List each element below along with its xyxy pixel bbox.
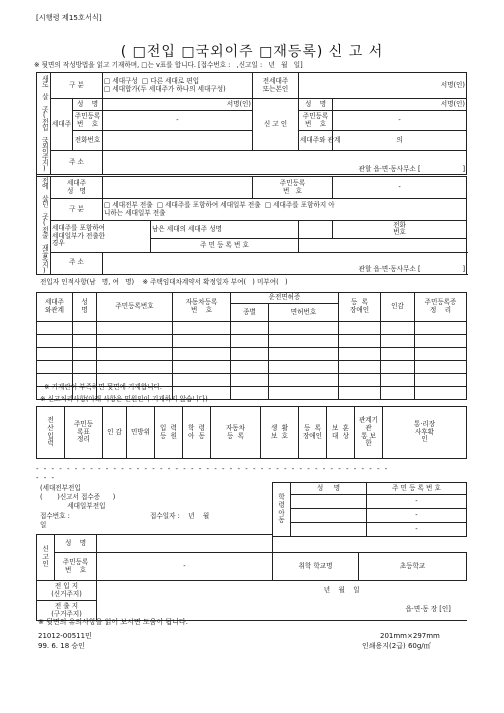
member-row[interactable] xyxy=(37,348,467,361)
school-age-table xyxy=(272,482,467,537)
member-row[interactable] xyxy=(37,361,467,374)
remaining-phone-label: 전화 번호 xyxy=(333,221,467,239)
school-name-label: 취학 학교명 xyxy=(273,553,359,581)
existing-head-sign[interactable]: 서명(인) xyxy=(299,73,467,99)
school-name-field[interactable]: 초등학교 xyxy=(359,553,467,581)
reporter-name-sign[interactable]: 서명(인) xyxy=(333,99,467,111)
remaining-rrn-field[interactable] xyxy=(299,238,467,252)
new-addr-label: 전 입 지 (신거주지) xyxy=(37,581,97,601)
proc-col-civil-defense: 민방위 xyxy=(127,407,155,459)
proc-col-school-age: 학 령 아 동 xyxy=(183,407,211,459)
receipt-table xyxy=(36,534,467,621)
proc-col-car: 자동차 등 록 xyxy=(211,407,261,459)
col-license-kind: 종별 xyxy=(231,304,269,322)
col-disabled: 등 록 장애인 xyxy=(339,293,381,322)
col-rrn: 주민등록번호 xyxy=(97,293,173,322)
relation-field[interactable]: 의 xyxy=(333,131,467,151)
old-rrn-label: 주민등록 번 호 xyxy=(253,177,333,199)
cut-line: - - - - - - - - - - - - - - - - - - - - - - - - - - - - - - - - - - - - - - - - - - - - - - xyxy=(36,465,389,473)
reporter-label: 신 고 인 xyxy=(253,99,299,151)
head-phone-field[interactable] xyxy=(103,131,253,151)
proc-col-computer: 전 산 입 력 xyxy=(37,407,65,459)
old-head-name-label: 세대주 성 명 xyxy=(51,177,103,199)
receipt-date: 접수일자 : 년 월 xyxy=(150,512,210,520)
reporter-name-label: 성 명 xyxy=(299,99,333,111)
col-seal: 인감 xyxy=(381,293,415,322)
proc-col-confirm: 통·리장 사후확 인 xyxy=(383,407,467,459)
old-rrn-field[interactable]: - xyxy=(333,177,467,199)
old-residence-label: 전에 살던 곳(전출 재등록지) xyxy=(37,177,51,275)
remaining-head-label: 남은 세대의 세대주 성명 xyxy=(151,221,299,239)
receipt-rrn-field[interactable]: - xyxy=(97,553,273,581)
proc-col-agency: 관계기 관 통 보 한 xyxy=(355,407,383,459)
existing-head-label: 전세대주 또는본인 xyxy=(253,73,299,99)
receipt-name-label: 성 명 xyxy=(55,535,97,553)
child-rrn-2[interactable]: - xyxy=(367,509,467,523)
paper-size: 201mm×297mm xyxy=(380,632,440,640)
instruction-note: ※ 뒷면의 작성방법을 읽고 기재하며, □는 v표를 합니다. [접수번호 : ,신고일 : 년 월 일] xyxy=(34,61,303,69)
new-residence-label: 새로 살 곳(전입 국외이주지) xyxy=(37,73,51,175)
child-rrn-1[interactable]: - xyxy=(367,495,467,509)
member-row[interactable] xyxy=(37,335,467,348)
paper-type: 인쇄용지(2급) 60g/㎡ xyxy=(362,642,431,650)
process-table xyxy=(36,406,467,459)
col-license-no: 면허번호 xyxy=(269,304,339,322)
col-cert: 주민등록증 정 리 xyxy=(415,293,467,322)
reporter-rrn-label: 주민등록 번 호 xyxy=(299,111,333,131)
process-title: ※ 신고처리사항(아래 사항은 민원인이 기재하지 않습니다) xyxy=(40,395,208,403)
school-name-col: 성 명 xyxy=(291,483,367,495)
member-row[interactable] xyxy=(37,322,467,335)
old-option-line-1[interactable]: □ 세대전부 전출 □ 세대주를 포함하여 세대일부 전출 □ 세대주를 포함하지 아 xyxy=(104,200,335,209)
approval-date: 99. 6. 18 승인 xyxy=(38,642,85,650)
proc-col-seal: 인 감 xyxy=(103,407,127,459)
new-address-label: 주 소 xyxy=(51,151,103,175)
new-option-1[interactable]: □ 세대구성 □ 다른 세대로 편입 xyxy=(104,76,200,85)
page-title: ( □전입 □국외이주 □재등록) 신 고 서 xyxy=(120,44,384,60)
reporter-rrn-field[interactable]: - xyxy=(333,111,467,131)
receipt-ymd: 년 월 일 xyxy=(323,585,360,594)
old-gubun-label: 구 분 xyxy=(51,199,103,221)
child-name-2[interactable] xyxy=(291,509,367,523)
head-name-label: 성 명 xyxy=(73,99,103,111)
footer-note: ※ 뒷면의 유의사항을 읽어 보시면 도움이 됩니다. xyxy=(38,618,188,626)
head-rrn-field[interactable]: - xyxy=(103,111,253,131)
cut-line-tail: - - - xyxy=(36,474,56,482)
head-name-sign[interactable]: 서명(인) xyxy=(103,99,253,111)
col-license: 운전면허증 xyxy=(231,293,339,304)
proc-col-disabled: 등 록 장애인 xyxy=(299,407,327,459)
gubun-label: 구 분 xyxy=(51,73,103,99)
old-option-line-2[interactable]: 니하는 세대일부 전출 xyxy=(104,208,166,217)
remaining-head-field[interactable] xyxy=(299,221,333,239)
old-residence-table xyxy=(36,176,467,275)
school-rrn-col: 주 민 등 록 번 호 xyxy=(367,483,467,495)
new-residence-table xyxy=(36,72,467,175)
new-office-field[interactable]: 관할 읍·면·동사무소 [ ] xyxy=(103,151,467,175)
receipt-reporter-label: 신 고 인 xyxy=(37,535,55,581)
head-phone-label: 전화번호 xyxy=(73,131,103,151)
old-address-label: 주 소 xyxy=(51,252,103,274)
old-options[interactable] xyxy=(103,199,467,221)
old-head-name-field[interactable] xyxy=(103,177,253,199)
proc-col-welfare: 생 활 보 호 xyxy=(261,407,299,459)
old-office-field[interactable]: 관할 읍·면·동사무소 [ ] xyxy=(103,252,467,274)
col-relation: 세대주 와관계 xyxy=(37,293,73,322)
new-option-2[interactable]: □ 세대합가(두 세대주가 하나의 세대구성) xyxy=(104,84,226,93)
remaining-rrn-label: 주 민 등 록 번 호 xyxy=(151,238,299,252)
receipt-rrn-label: 주민등록 번 호 xyxy=(55,553,97,581)
receipt-type: (세대전부전입 ( )신고서 접수증 ) 세대일부전입 xyxy=(40,484,116,510)
head-rrn-label: 주민등록 번 호 xyxy=(73,111,103,131)
form-code: 21012-00511민 xyxy=(38,632,92,640)
proc-col-veteran: 보 훈 대 상 xyxy=(327,407,355,459)
proc-col-input: 입 력 등 원 xyxy=(155,407,183,459)
members-summary: 전입자 인적사항(남 명, 여 명) ※ 주택임대차계약서 확정일자 부여( ) 미부여( ) xyxy=(40,278,288,286)
school-age-label: 학 령 아 동 xyxy=(273,483,291,537)
receipt-number: 접수번호 : xyxy=(40,512,70,520)
old-addr-label: 전 출 지 (구거주지) xyxy=(37,601,97,621)
proc-col-registry: 주민등 록표 정리 xyxy=(65,407,103,459)
relation-label: 세대주와 관계 xyxy=(299,131,333,151)
receipt-day: 일 xyxy=(40,521,47,529)
col-name: 성 명 xyxy=(73,293,97,322)
partial-move-label: 세대주를 포함하여 세대일부가 전출한 경우 xyxy=(51,221,151,253)
child-name-1[interactable] xyxy=(291,495,367,509)
new-addr-field[interactable] xyxy=(97,581,467,601)
receipt-name-field[interactable] xyxy=(97,535,273,553)
office-seal: 읍·면·동 장 [인] xyxy=(405,605,451,614)
head-label: 세대주 xyxy=(51,99,73,151)
col-car: 자동차등록 번 호 xyxy=(173,293,231,322)
child-rrn-3[interactable]: - xyxy=(367,523,467,537)
overflow-note: ※ 기재란이 부족하면 뒷면에 기재합니다. xyxy=(44,383,162,391)
form-id: [시행령 제15호서식] xyxy=(36,13,102,22)
new-options[interactable] xyxy=(103,73,253,99)
